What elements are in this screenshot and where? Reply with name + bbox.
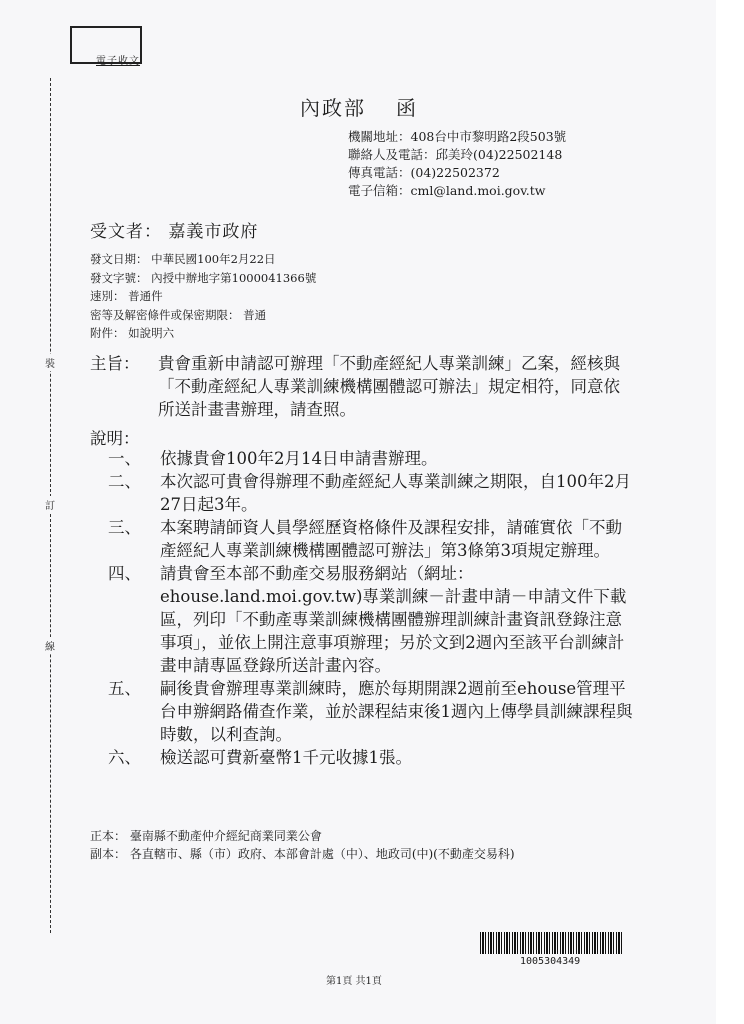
recipient: 受文者： 嘉義市政府 <box>90 222 259 242</box>
binding-mark-xian: 線 <box>45 637 55 654</box>
list-item <box>108 746 638 769</box>
contact-email: 電子信箱：cml@land.moi.gov.tw <box>348 183 546 198</box>
list-item <box>108 516 638 562</box>
subject-text: 貴會重新申請認可辦理「不動產經紀人專業訓練」乙案，經核與「不動產經紀人專業訓練機構團體認可辦法」規定相符，同意依所送計畫書辦理，請查照。 <box>158 354 620 419</box>
barcode-number: 1005304349 <box>520 956 581 967</box>
page-number: 第1頁 共1頁 <box>326 976 382 987</box>
item-number: 二、 <box>108 472 141 491</box>
subject-label: 主旨： <box>90 354 140 373</box>
meta-attachment: 附件： 如說明六 <box>90 326 175 340</box>
item-text: 嗣後貴會辦理專業訓練時，應於每期開課2週前至ehouse管理平台申辦網路備查作業，並於課程結束後1週內上傳學員訓練課程與時數，以利查詢。 <box>160 679 633 744</box>
item-number: 四、 <box>108 564 141 583</box>
list-item <box>108 677 638 746</box>
item-text: 請貴會至本部不動產交易服務網站（網址：ehouse.land.moi.gov.tw)專業訓練－計畫申請－申請文件下載區，列印「不動產專業訓練機構團體辦理訓練計畫資訊登錄注意事項」，並依上開注意事項辦理；另於文到2週內至該平台訓練計畫申請專區登錄所送計畫內容。 <box>160 564 627 675</box>
item-number: 五、 <box>108 679 141 698</box>
meta-confidentiality: 密等及解密條件或保密期限： 普通 <box>90 307 267 322</box>
item-text: 本次認可貴會得辦理不動產經紀人專業訓練之期限，自100年2月27日起3年。 <box>160 472 631 514</box>
explanation-label: 說明： <box>90 429 140 448</box>
list-item <box>108 470 638 516</box>
document-meta <box>90 250 316 343</box>
scan-edge <box>716 0 744 1024</box>
item-number: 三、 <box>108 518 141 537</box>
distribution-block <box>90 827 515 863</box>
main-recipient: 正本： 臺南縣不動產仲介經紀商業同業公會 <box>90 829 322 843</box>
explanation-list <box>108 447 638 769</box>
document-kind: 函 <box>396 96 418 120</box>
barcode <box>480 932 622 954</box>
binding-mark-zhuang: 裝 <box>45 354 55 371</box>
binding-mark-ding: 訂 <box>45 496 55 513</box>
agency-name: 內政部 <box>300 96 366 120</box>
list-item <box>108 447 638 470</box>
list-item <box>108 562 638 677</box>
cc-recipients: 副本： 各直轄市、縣（市）政府、本部會計處（中）、地政司(中)(不動產交易科) <box>90 847 515 861</box>
item-number: 一、 <box>108 449 141 468</box>
meta-number: 發文字號： 內授中辦地字第1000041366號 <box>90 270 317 285</box>
item-text: 本案聘請師資人員學經歷資格條件及課程安排，請確實依「不動產經紀人專業訓練機構團體認可辦法」第3條第3項規定辦理。 <box>160 518 622 560</box>
item-number: 六、 <box>108 748 141 767</box>
meta-date: 發文日期： 中華民國100年2月22日 <box>90 252 276 266</box>
subject-section <box>90 352 635 421</box>
contact-address: 機關地址：408台中市黎明路2段503號 <box>348 129 567 144</box>
item-text: 檢送認可費新臺幣1千元收據1張。 <box>160 748 412 767</box>
item-text: 依據貴會100年2月14日申請書辦理。 <box>160 449 438 468</box>
contact-person-phone: 聯絡人及電話：邱美玲(04)22502148 <box>348 147 563 162</box>
contact-block <box>348 128 566 200</box>
meta-speed: 速別： 普通件 <box>90 289 163 303</box>
contact-fax: 傳真電話：(04)22502372 <box>348 165 500 180</box>
page-title <box>300 92 418 121</box>
receipt-stamp-label: 電子收文 <box>96 56 140 67</box>
